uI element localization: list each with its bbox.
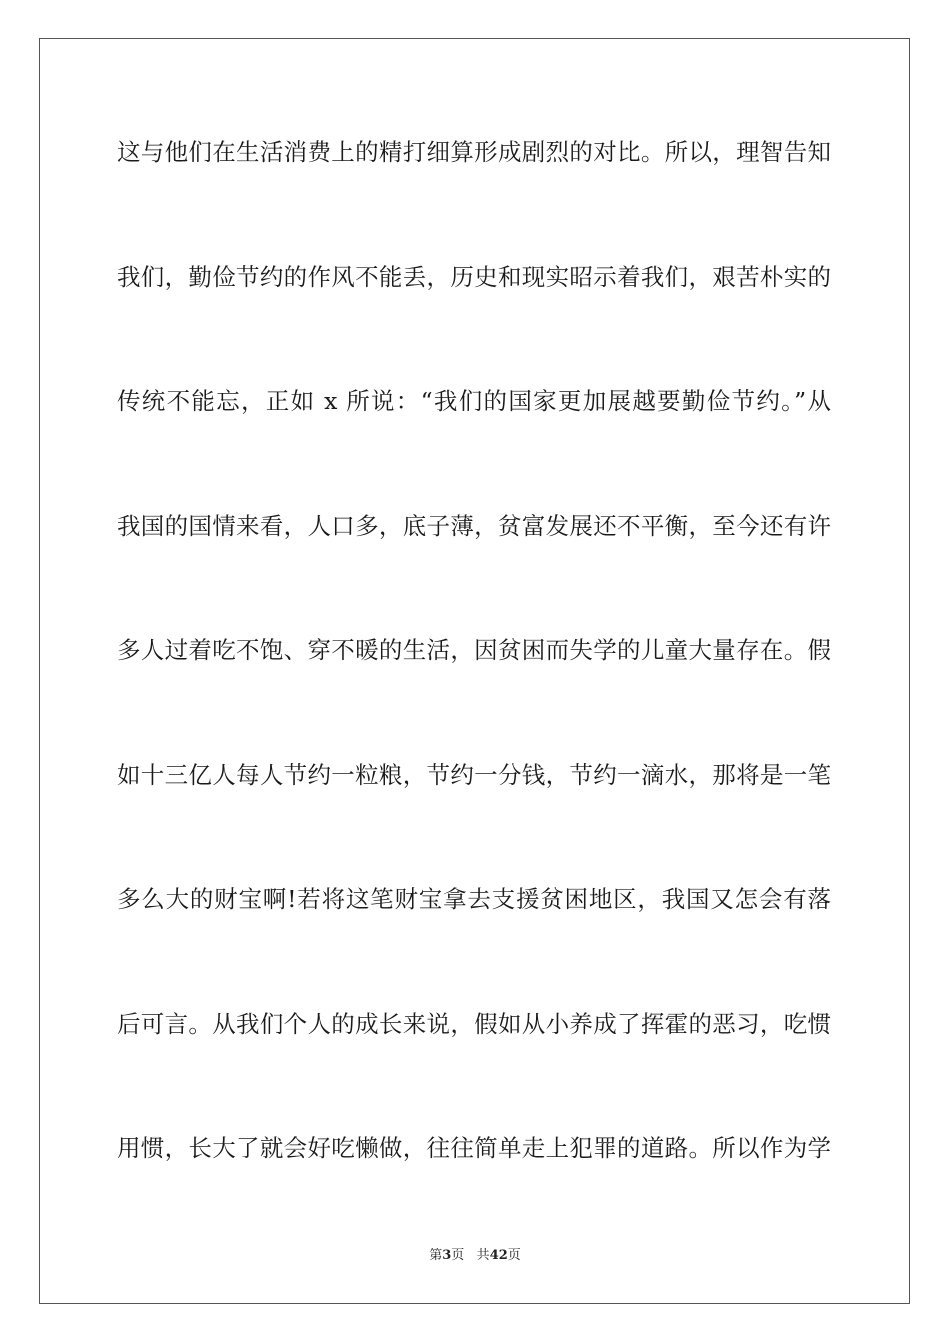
document-body — [117, 127, 831, 1248]
text-line-5: 多人过着吃不饱、穿不暖的生活，因贫困而失学的儿童大量存在。假 — [117, 636, 831, 664]
footer-page-prefix: 第 — [429, 1248, 443, 1263]
footer-total-prefix: 共 — [476, 1248, 490, 1263]
text-line-7: 多么大的财宝啊!若将这笔财宝拿去支援贫困地区，我国又怎会有落 — [117, 885, 831, 913]
page-footer — [0, 1246, 950, 1266]
footer-total-pages: 42 — [489, 1248, 508, 1263]
text-line-9: 用惯，长大了就会好吃懒做，往往简单走上犯罪的道路。所以作为学 — [117, 1134, 831, 1162]
text-line-4: 我国的国情来看，人口多，底子薄，贫富发展还不平衡，至今还有许 — [117, 511, 831, 540]
text-line-6: 如十三亿人每人节约一粒粮，节约一分钱，节约一滴水，那将是一笔 — [117, 760, 831, 789]
footer-total-suffix: 页 — [507, 1248, 521, 1263]
text-line-3: 传统不能忘，正如 x 所说：“我们的国家更加展越要勤俭节约。”从 — [117, 387, 831, 415]
text-line-1: 这与他们在生活消费上的精打细算形成剧烈的对比。所以，理智告知 — [117, 138, 831, 166]
text-line-8: 后可言。从我们个人的成长来说，假如从小养成了挥霍的恶习，吃惯 — [117, 1009, 831, 1038]
footer-page-suffix: 页 — [451, 1248, 465, 1263]
text-line-2: 我们，勤俭节约的作风不能丢，历史和现实昭示着我们，艰苦朴实的 — [117, 262, 831, 291]
footer-page-number: 3 — [442, 1248, 452, 1263]
